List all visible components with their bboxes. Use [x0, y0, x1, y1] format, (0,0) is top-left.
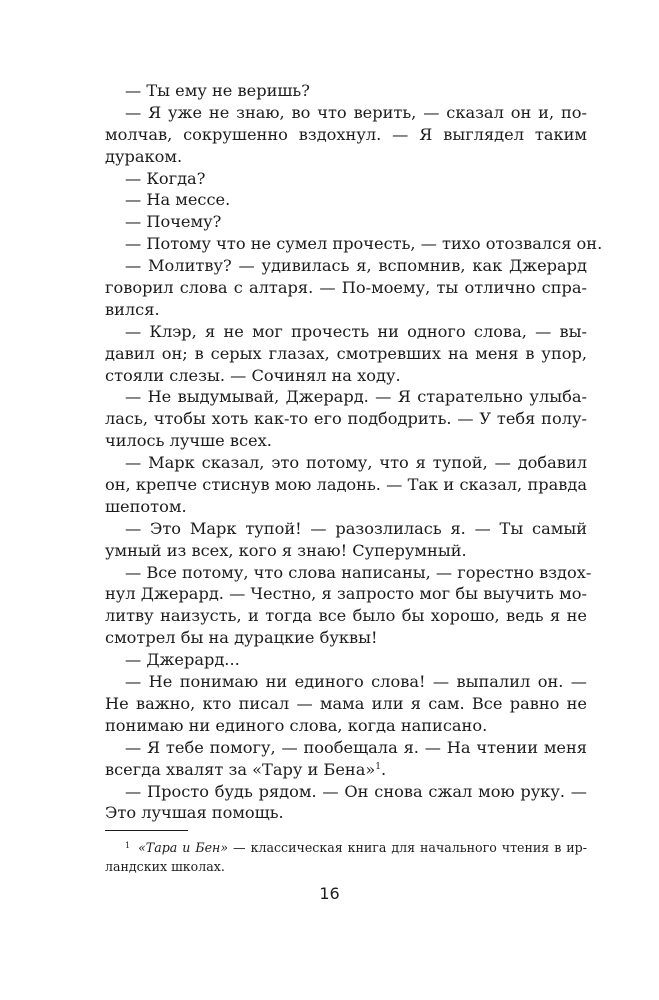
footnote-divider [105, 830, 188, 831]
text-line: умный из всех, кого я знаю! Суперумный. [105, 540, 467, 560]
text-line: шепотом. [105, 496, 187, 516]
text-line: он, крепче стиснув мою ладонь. — Так и сказал, правда [105, 475, 587, 495]
footnote-line [105, 838, 587, 857]
text-line: лась, чтобы хоть как-то его подбодрить. — У тебя полу- [105, 409, 587, 429]
footnote-text: — классическая книга для начального чтения в ир- [228, 840, 587, 855]
text-line: давил он; в серых глазах, смотревших на меня в упор, [105, 343, 587, 363]
text-line-with-footnote-ref: всегда хвалят за «Тару и Бена»$^1$. [105, 759, 387, 779]
footnote-marker: 1 [125, 841, 131, 850]
text-line: чилось лучше всех. [105, 431, 272, 451]
body-text [105, 80, 603, 824]
text-line: нул Джерард. — Честно, я запросто мог бы выучить мо- [105, 584, 587, 604]
text-line: — Просто будь рядом. — Он снова сжал мою руку. — [125, 781, 587, 801]
text-line: — Я тебе помогу, — пообещала я. — На чтении меня [125, 737, 587, 757]
text-line: — Почему? [125, 212, 222, 232]
text-line: — Клэр, я не мог прочесть ни одного слова, — вы- [125, 321, 587, 341]
text-line: — Это Марк тупой! — разозлилась я. — Ты самый [125, 518, 587, 538]
text-line: понимаю ни единого слова, когда написано. [105, 715, 488, 735]
text-line: — Все потому, что слова написаны, — горестно вздох- [125, 562, 592, 582]
text-line: — Потому что не сумел прочесть, — тихо отозвался он. [125, 234, 603, 254]
text-line: молчав, сокрушенно вздохнул. — Я выглядел таким [105, 124, 587, 144]
text-line: смотрел бы на дурацкие буквы! [105, 628, 378, 648]
footnote-ref: 1 [375, 761, 381, 772]
text-line: — Не понимаю ни единого слова! — выпалил он. — [125, 672, 587, 692]
text-line: — Я уже не знаю, во что верить, — сказал он и, по- [125, 102, 587, 122]
text-line: Не важно, кто писал — мама или я сам. Все равно не [105, 693, 587, 713]
footnote [105, 838, 587, 876]
text-line: вился. [105, 299, 160, 319]
text-line: — На мессе. [125, 190, 231, 210]
text-line: — Когда? [125, 168, 206, 188]
text-line: стояли слезы. — Сочинял на ходу. [105, 365, 401, 385]
text-line: говорил слова с алтаря. — По-моему, ты отлично спра- [105, 278, 587, 298]
text-line: — Не выдумывай, Джерард. — Я старательно улыба- [125, 387, 587, 407]
footnote-title: «Тара и Бен» [138, 840, 229, 855]
text-line: — Джерард... [125, 650, 240, 670]
text-line: дураком. [105, 146, 183, 166]
text-line: Это лучшая помощь. [105, 803, 284, 823]
text-line: литву наизусть, и тогда все было бы хорошо, ведь я не [105, 606, 587, 626]
page-number: 16 [319, 884, 340, 903]
footnote-line: ландских школах. [105, 859, 225, 875]
text-line: — Марк сказал, это потому, что я тупой, — добавил [125, 453, 587, 473]
text-line: — Молитву? — удивилась я, вспомнив, как Джерард [125, 256, 587, 276]
text-line: всегда хвалят за «Тару и Бена» [105, 759, 376, 779]
text-line: — Ты ему не веришь? [125, 81, 310, 100]
